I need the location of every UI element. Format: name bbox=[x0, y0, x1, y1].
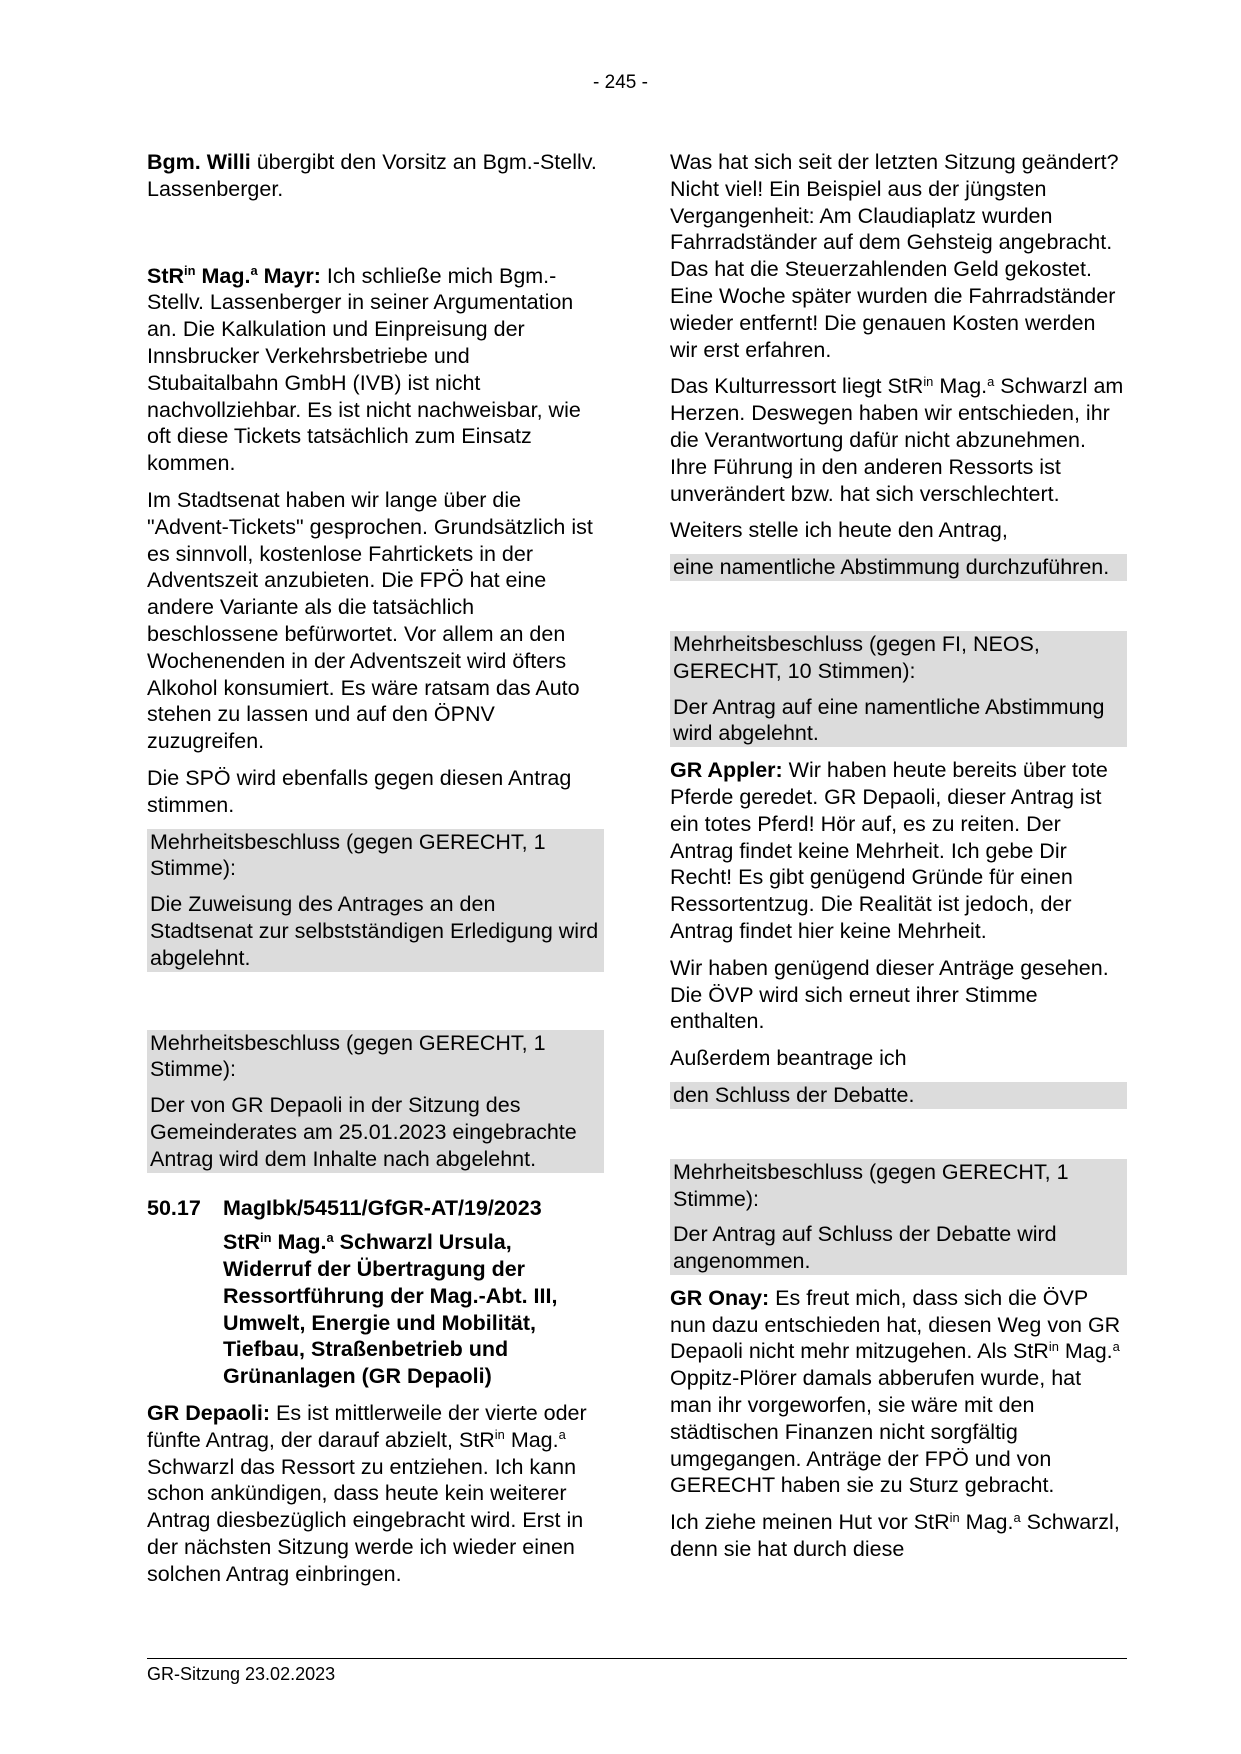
paragraph-depaoli: GR Depaoli: Es ist mittlerweile der vierte oder fünfte Antrag, der darauf abzielt, StR$^{in}$ Mag.$^a$ Schwarzl das Ressort zu entziehen. Ich kann schon ankündigen, dass heute kein weiterer Antrag diesbezüglich eingebracht wird. Erst in der nächsten Sitzung werde ich wieder einen solchen Antrag einbringen. bbox=[147, 1401, 587, 1586]
speaker-name: GR Appler: bbox=[670, 758, 783, 783]
paragraph-appler: GR Appler: Wir haben heute bereits über tote Pferde geredet. GR Depaoli, dieser Antrag ist ein totes Pferd! Hör auf, es zu reiten. Der Antrag findet keine Mehrheit. Ich gebe Dir Recht! Es gibt genügend Gründe für einen Ressortentzug. Die Realität ist jedoch, der Antrag findet hier keine Mehrheit. bbox=[670, 758, 1108, 943]
paragraph-stadtsenat: Im Stadtsenat haben wir lange über die "Advent-Tickets" gesprochen. Grundsätzlich ist es sinnvoll, kostenlose Fahrtickets in der Adventszeit anzubieten. Die FPÖ hat eine andere Variante als die tatsächlich beschlossene befürwortet. Vor allem an den Wochenenden in der Adventszeit wird öfters Alkohol konsumiert. Es wäre ratsam das Auto stehen zu lassen und auf den ÖPNV zuzugreifen. bbox=[147, 487, 593, 754]
resolution-vote: Mehrheitsbeschluss (gegen FI, NEOS, GERECHT, 10 Stimmen): bbox=[673, 631, 1040, 683]
resolution-text: Der Antrag auf eine namentliche Abstimmung wird abgelehnt. bbox=[673, 694, 1105, 746]
agenda-reference: MagIbk/54511/GfGR-AT/19/2023 bbox=[223, 1195, 542, 1220]
paragraph-vorsitz: Bgm. Willi übergibt den Vorsitz an Bgm.-Stellv. Lassenberger. bbox=[147, 150, 597, 201]
motion-box bbox=[670, 554, 1127, 581]
motion-text: eine namentliche Abstimmung durchzuführen. bbox=[673, 555, 1110, 580]
paragraph-claudiaplatz: Was hat sich seit der letzten Sitzung geändert? Nicht viel! Ein Beispiel aus der jüngsten Vergangenheit: Am Claudiaplatz wurden Fahrradständer auf dem Gehsteig angebracht. Das hat die Steuerzahlenden Geld gekostet. Eine Woche später wurden die Fahrradständer wieder entfernt! Die genauen Kosten werden wir erst erfahren. bbox=[670, 150, 1119, 362]
speaker-name: GR Depaoli: bbox=[147, 1401, 271, 1426]
paragraph-antrag-intro: Weiters stelle ich heute den Antrag, bbox=[670, 518, 1008, 543]
right-column bbox=[670, 149, 1127, 1573]
footer-session-date: GR-Sitzung 23.02.2023 bbox=[147, 1664, 336, 1684]
resolution-box bbox=[147, 1030, 604, 1173]
speaker-name: StR$^{in}$ Mag.$^a$ Mayr: bbox=[147, 262, 321, 288]
paragraph-spoe: Die SPÖ wird ebenfalls gegen diesen Antrag stimmen. bbox=[147, 765, 572, 817]
resolution-vote: Mehrheitsbeschluss (gegen GERECHT, 1 Stimme): bbox=[150, 1030, 546, 1082]
motion-box bbox=[670, 1082, 1127, 1109]
paragraph-kulturressort: Das Kulturressort liegt StR$^{in}$ Mag.$^a$ Schwarzl am Herzen. Deswegen haben wir entschieden, ihr die Verantwortung dafür nicht abzunehmen. Ihre Führung in den anderen Ressorts ist unverändert bzw. hat sich verschlechtert. bbox=[670, 373, 1124, 506]
page-number: - 245 - bbox=[593, 72, 648, 93]
paragraph-onay: GR Onay: Es freut mich, dass sich die ÖVP nun dazu entschieden hat, diesen Weg von GR Depaoli nicht mehr mitzugehen. Als StR$^{in}$ Mag.$^a$ Oppitz-Plörer damals abberufen wurde, hat man ihr vorgeworfen, sie wäre mit den städtischen Finanzen nicht sorgfältig umgegangen. Anträge der FPÖ und von GERECHT haben sie zu Sturz gebracht. bbox=[670, 1285, 1121, 1498]
motion-text: den Schluss der Debatte. bbox=[673, 1082, 915, 1107]
resolution-text: Der Antrag auf Schluss der Debatte wird angenommen. bbox=[673, 1222, 1057, 1274]
agenda-number: 50.17 bbox=[147, 1195, 201, 1220]
resolution-box bbox=[670, 1159, 1127, 1275]
resolution-box bbox=[147, 829, 604, 972]
speaker-name: Bgm. Willi bbox=[147, 150, 251, 174]
paragraph-oevp: Wir haben genügend dieser Anträge gesehen. Die ÖVP wird sich erneut ihrer Stimme enthalten. bbox=[670, 955, 1109, 1034]
agenda-title: StR$^{in}$ Mag.$^a$ Schwarzl Ursula, Widerruf der Übertragung der Ressortführung der Mag.-Abt. III, Umwelt, Energie und Mobilität, Tiefbau, Straßenbetrieb und Grünanlagen (GR Depaoli) bbox=[223, 1229, 558, 1389]
agenda-item-heading bbox=[147, 1195, 604, 1222]
paragraph-hut: Ich ziehe meinen Hut vor StR$^{in}$ Mag.$^a$ Schwarzl, denn sie hat durch diese bbox=[670, 1509, 1120, 1562]
speaker-name: GR Onay: bbox=[670, 1285, 770, 1310]
paragraph-beantrage: Außerdem beantrage ich bbox=[670, 1046, 907, 1071]
resolution-text: Der von GR Depaoli in der Sitzung des Gemeinderates am 25.01.2023 eingebrachte Antrag wird dem Inhalte nach abgelehnt. bbox=[150, 1093, 577, 1171]
left-column bbox=[147, 149, 604, 1598]
paragraph-mayr: StR$^{in}$ Mag.$^a$ Mayr: Ich schließe mich Bgm.-Stellv. Lassenberger in seiner Argumentation an. Die Kalkulation und Einpreisung der Innsbrucker Verkehrsbetriebe und Stubaitalbahn GmbH (IVB) ist nicht nachvollziehbar. Es ist nicht nachweisbar, wie oft diese Tickets tatsächlich zum Einsatz kommen. bbox=[147, 262, 581, 476]
resolution-box bbox=[670, 631, 1127, 747]
resolution-text: Die Zuweisung des Antrages an den Stadtsenat zur selbstständigen Erledigung wird abgelehnt. bbox=[150, 892, 599, 970]
footer-divider bbox=[147, 1658, 1127, 1659]
resolution-vote: Mehrheitsbeschluss (gegen GERECHT, 1 Stimme): bbox=[673, 1159, 1069, 1211]
resolution-vote: Mehrheitsbeschluss (gegen GERECHT, 1 Stimme): bbox=[150, 829, 546, 881]
